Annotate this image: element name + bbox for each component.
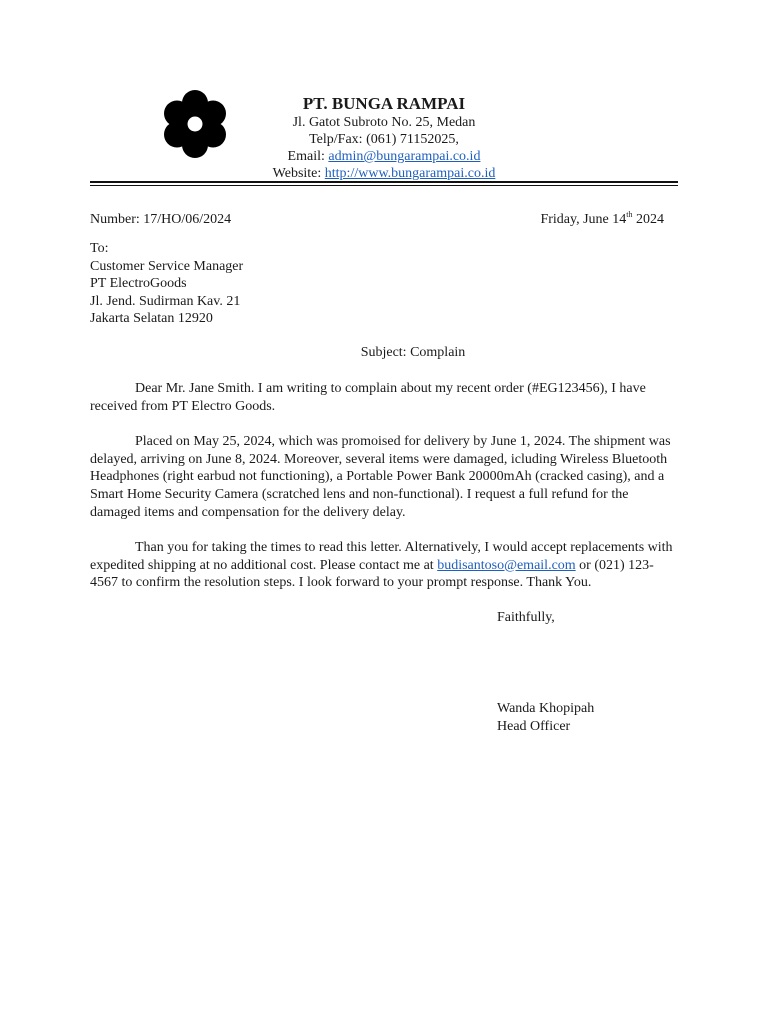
company-website-line <box>224 165 544 182</box>
letter-number: Number: 17/HO/06/2024 <box>90 212 232 227</box>
paragraph-3-text-end: or (021) 123-4567 to confirm the resolution steps. I look forward to your prompt response. Thank You. <box>90 557 654 591</box>
letterhead-divider-thin <box>90 185 678 186</box>
contact-email-link[interactable]: budisantoso@email.com <box>437 557 576 573</box>
website-label: Website: <box>272 166 325 181</box>
body-paragraph-2: Placed on May 25, 2024, which was promoised for delivery by June 1, 2024. The shipment was delayed, arriving on June 8, 2024. Moreover, several items were damaged, icluding Wireless Bluetooth Headphones (right earbud not functioning), a Portable Power Bank 20000mAh (cracked casing), and a Smart Home Security Camera (scratched lens and non-functional). I request a full refund for the damaged items and compensation for the delivery delay. <box>90 434 671 520</box>
company-email-line <box>224 148 544 165</box>
body-paragraph-1: Dear Mr. Jane Smith. I am writing to complain about my recent order (#EG123456), I have received from PT Electro Goods. <box>90 381 646 414</box>
company-name: PT. BUNGA RAMPAI <box>302 94 466 113</box>
company-email-link[interactable]: admin@bungarampai.co.id <box>328 149 481 164</box>
signer-name: Wanda Khopipah <box>497 701 595 716</box>
letterhead <box>224 94 544 182</box>
company-phone: Telp/Fax: (061) 71152025, <box>309 132 459 147</box>
recipient-company: PT ElectroGoods <box>90 276 187 292</box>
letter-date <box>540 212 664 228</box>
closing-salutation: Faithfully, <box>497 610 555 625</box>
date-prefix: Friday, June 14 <box>540 212 627 227</box>
recipient-to: To: <box>90 241 109 256</box>
company-website-link[interactable]: http://www.bungarampai.co.id <box>324 166 496 181</box>
letterhead-divider-thick <box>90 181 678 183</box>
recipient-block <box>90 240 243 328</box>
date-year: 2024 <box>632 212 664 227</box>
letter-subject: Subject: Complain <box>360 345 466 360</box>
paragraph-3-text-start: Than you for taking the times to read this letter. Alternatively, I would accept replacements with expedited shipping at no additional cost. Please contact me at <box>90 540 673 573</box>
signature-block <box>497 700 594 735</box>
letter-body <box>90 380 678 610</box>
recipient-street: Jl. Jend. Sudirman Kav. 21 <box>90 293 241 309</box>
signer-title: Head Officer <box>497 718 571 734</box>
email-label: Email: <box>287 149 329 164</box>
body-paragraph-3 <box>90 539 678 592</box>
recipient-title: Customer Service Manager <box>90 258 244 274</box>
company-address: Jl. Gatot Subroto No. 25, Medan <box>292 115 476 130</box>
recipient-city: Jakarta Selatan 12920 <box>90 311 213 327</box>
date-ordinal: th <box>626 210 633 219</box>
